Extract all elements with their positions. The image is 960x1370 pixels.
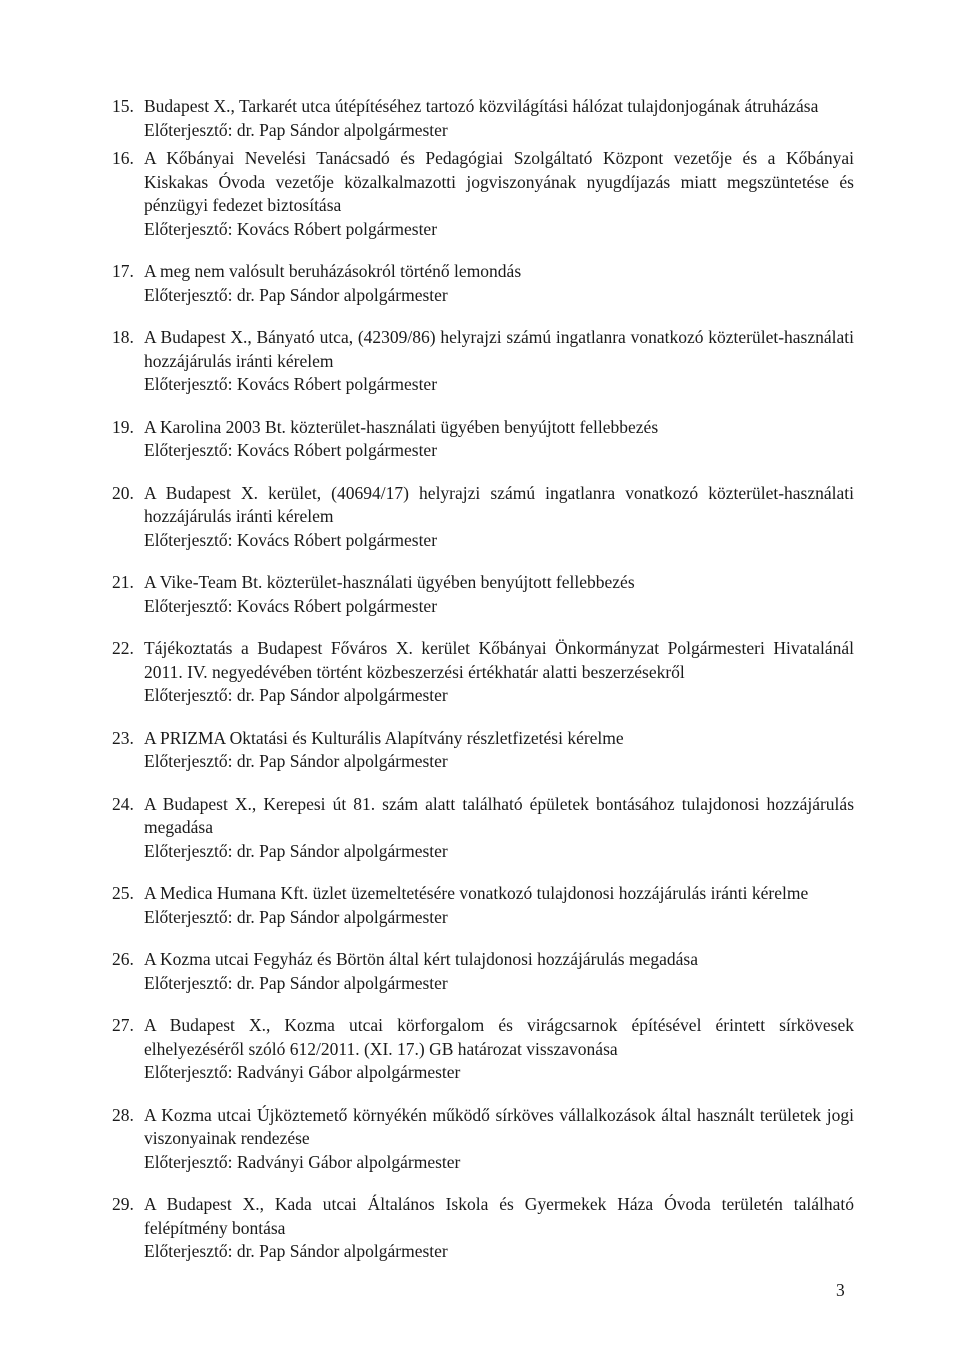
item-title: A Budapest X., Kada utcai Általános Iskola és Gyermekek Háza Óvoda területén található felépítmény bontása — [144, 1194, 854, 1238]
agenda-item-18 — [112, 326, 854, 397]
item-title: A Kozma utcai Újköztemető környékén működő sírköves vállalkozások által használt területek jogi viszonyainak rendezése — [144, 1104, 854, 1148]
item-number: 24. — [112, 793, 134, 814]
item-presenter: Előterjesztő: Radványi Gábor alpolgármester — [144, 1151, 461, 1172]
item-number: 22. — [112, 638, 134, 658]
agenda-item-29 — [112, 1193, 854, 1264]
agenda-list — [112, 95, 854, 1283]
item-presenter: Előterjesztő: dr. Pap Sándor alpolgármester — [144, 284, 448, 305]
item-presenter: Előterjesztő: dr. Pap Sándor alpolgármester — [144, 751, 448, 771]
item-number: 26. — [112, 949, 134, 969]
item-number: 23. — [112, 727, 134, 748]
item-title: A Karolina 2003 Bt. közterület-használati ügyében benyújtott fellebbezés — [144, 416, 659, 437]
item-number: 29. — [112, 1194, 134, 1214]
item-title: A Budapest X., Kozma utcai körforgalom és virágcsarnok építésével érintett sírkövesek elhelyezéséről szóló 612/2011. (XI. 17.) GB határozat visszavonása — [144, 1015, 854, 1059]
agenda-item-26 — [112, 948, 854, 995]
agenda-item-27 — [112, 1014, 854, 1085]
item-title: A PRIZMA Oktatási és Kulturális Alapítvány részletfizetési kérelme — [144, 727, 624, 748]
agenda-item-24 — [112, 793, 854, 864]
item-title: A Kozma utcai Fegyház és Börtön által kért tulajdonosi hozzájárulás megadása — [144, 949, 698, 969]
item-title: A Budapest X. kerület, (40694/17) helyrajzi számú ingatlanra vonatkozó közterület-használati hozzájárulás iránti kérelem — [144, 482, 854, 526]
agenda-item-23 — [112, 727, 854, 774]
item-title: A Vike-Team Bt. közterület-használati ügyében benyújtott fellebbezés — [144, 572, 635, 592]
item-number: 18. — [112, 327, 134, 347]
agenda-item-19 — [112, 416, 854, 463]
item-number: 19. — [112, 416, 134, 437]
item-presenter: Előterjesztő: Kovács Róbert polgármester — [144, 529, 438, 550]
agenda-item-20 — [112, 482, 854, 553]
agenda-item-16 — [112, 147, 854, 241]
item-title: A Budapest X., Kerepesi út 81. szám alatt található épületek bontásához tulajdonosi hozzájárulás megadása — [144, 793, 854, 837]
item-presenter: Előterjesztő: dr. Pap Sándor alpolgármester — [144, 119, 448, 140]
item-title: A Medica Humana Kft. üzlet üzemeltetésére vonatkozó tulajdonosi hozzájárulás iránti kérelme — [144, 883, 809, 903]
item-presenter: Előterjesztő: dr. Pap Sándor alpolgármester — [144, 685, 448, 705]
item-title: A meg nem valósult beruházásokról történő lemondás — [144, 261, 522, 281]
item-number: 21. — [112, 572, 134, 592]
item-presenter: Előterjesztő: dr. Pap Sándor alpolgármester — [144, 972, 448, 993]
item-title: A Kőbányai Nevelési Tanácsadó és Pedagógiai Szolgáltató Központ vezetője és a Kőbányai Kiskakas Óvoda vezetője közalkalmazotti jogviszonyának nyugdíjazás miatt megszüntetése és pénzügyi fedezet biztosítása — [144, 148, 854, 215]
agenda-item-28 — [112, 1104, 854, 1175]
item-number: 27. — [112, 1015, 134, 1035]
item-presenter: Előterjesztő: Kovács Róbert polgármester — [144, 218, 438, 239]
agenda-item-21 — [112, 571, 854, 618]
item-presenter: Előterjesztő: dr. Pap Sándor alpolgármester — [144, 906, 448, 927]
item-presenter: Előterjesztő: dr. Pap Sándor alpolgármester — [144, 840, 448, 861]
agenda-item-17 — [112, 260, 854, 307]
item-title: A Budapest X., Bányató utca, (42309/86) helyrajzi számú ingatlanra vonatkozó közterület-használati hozzájárulás iránti kérelem — [144, 327, 854, 371]
item-title: Budapest X., Tarkarét utca útépítéséhez tartozó közvilágítási hálózat tulajdonjogának átruházása — [144, 96, 819, 116]
agenda-item-25 — [112, 882, 854, 929]
item-presenter: Előterjesztő: dr. Pap Sándor alpolgármester — [144, 1241, 448, 1261]
page-number: 3 — [836, 1280, 845, 1300]
item-number: 25. — [112, 883, 134, 903]
item-number: 20. — [112, 482, 134, 503]
item-presenter: Előterjesztő: Kovács Róbert polgármester — [144, 374, 438, 394]
agenda-item-22 — [112, 637, 854, 708]
item-title: Tájékoztatás a Budapest Főváros X. kerület Kőbányai Önkormányzat Polgármesteri Hivatalánál 2011. IV. negyedévében történt közbeszerzési értékhatár alatti beszerzésekről — [144, 638, 854, 682]
item-presenter: Előterjesztő: Radványi Gábor alpolgármester — [144, 1062, 461, 1082]
item-number: 17. — [112, 261, 134, 281]
item-number: 16. — [112, 148, 134, 168]
agenda-item-15 — [112, 95, 854, 142]
item-number: 15. — [112, 96, 134, 116]
item-presenter: Előterjesztő: Kovács Róbert polgármester — [144, 595, 438, 616]
item-presenter: Előterjesztő: Kovács Róbert polgármester — [144, 440, 438, 460]
item-number: 28. — [112, 1104, 134, 1125]
